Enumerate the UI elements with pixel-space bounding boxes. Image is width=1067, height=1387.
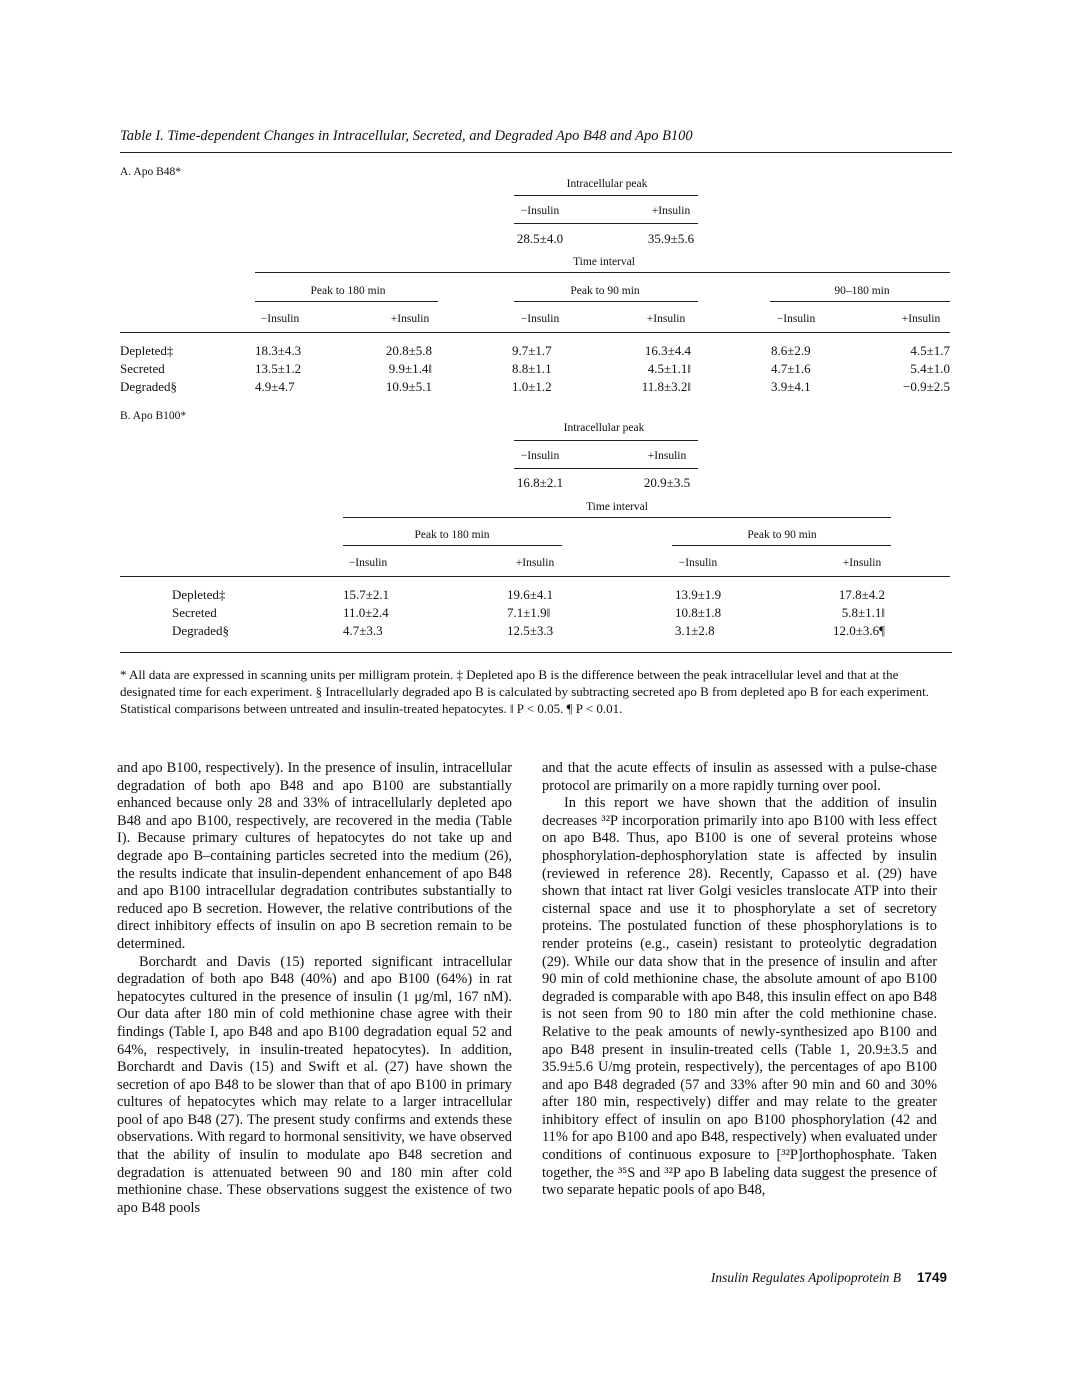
b-row-label: Secreted xyxy=(172,605,217,620)
b-row-label: Depleted‡ xyxy=(172,587,226,602)
caption-rule xyxy=(120,152,952,153)
b-peak-plus-value: 20.9±3.5 xyxy=(643,475,691,490)
b-peak-rule xyxy=(514,440,698,441)
a-cell: 10.9±5.1 xyxy=(385,379,432,394)
b-peak-sub-rule xyxy=(514,468,698,469)
a-group-rule-3 xyxy=(770,301,950,302)
b-cell: 15.7±2.1 xyxy=(343,587,390,602)
a-cell: 4.9±4.7 xyxy=(255,379,295,394)
right-column xyxy=(542,760,937,1200)
a-cell: 4.5±1.7 xyxy=(910,343,950,358)
b-group-rule-1 xyxy=(343,545,562,546)
a-cell: 8.8±1.1 xyxy=(512,361,552,376)
table-footnote: * All data are expressed in scanning units per milligram protein. ‡ Depleted apo B is the difference between the peak intracellular level and that at the designated time for each experiment. § Intracellularly degraded apo B is calculated by subtracting secreted apo B from depleted apo B for each experiment. Statistical comparisons between untreated and insulin-treated hepatocytes. ‖ P < 0.05. ¶ P < 0.01. xyxy=(120,667,929,716)
section-b-label: B. Apo B100* xyxy=(120,410,187,422)
a-cell: 8.6±2.9 xyxy=(771,343,811,358)
b-cell: 12.5±3.3 xyxy=(507,623,554,638)
a-peak-sub-rule xyxy=(514,223,698,224)
b-cell: 10.8±1.8 xyxy=(675,605,722,620)
a-peak-rule xyxy=(514,195,698,196)
b-group-peak-180: Peak to 180 min xyxy=(414,529,490,541)
a-intracellular-peak-heading: Intracellular peak xyxy=(566,178,648,190)
a-cell: 20.8±5.8 xyxy=(385,343,432,358)
b-col-1-header: −Insulin xyxy=(348,557,388,569)
a-cell: 3.9±4.1 xyxy=(771,379,811,394)
a-time-interval-heading: Time interval xyxy=(573,256,635,268)
b-intracellular-peak-heading: Intracellular peak xyxy=(563,422,645,434)
b-peak-minus-value: 16.8±2.1 xyxy=(516,475,564,490)
a-col-3-header: −Insulin xyxy=(520,313,560,325)
a-cell: 18.3±4.3 xyxy=(255,343,302,358)
b-time-interval-heading: Time interval xyxy=(586,501,648,513)
b-header-bottom-rule xyxy=(120,576,950,577)
a-group-rule-2 xyxy=(514,301,698,302)
a-group-rule-1 xyxy=(255,301,438,302)
a-cell: 9.9±1.4‖ xyxy=(388,361,432,376)
a-cell: 16.3±4.4 xyxy=(644,343,691,358)
b-cell: 19.6±4.1 xyxy=(507,587,554,602)
running-footer xyxy=(711,1270,947,1286)
table-caption: Table I. Time-dependent Changes in Intracellular, Secreted, and Degraded Apo B48 and Apo B100 xyxy=(120,128,693,144)
a-row-label: Depleted‡ xyxy=(120,343,174,358)
a-cell: 9.7±1.7 xyxy=(512,343,552,358)
a-row-label: Degraded§ xyxy=(120,379,178,394)
page-number: 1749 xyxy=(916,1270,947,1285)
b-row-label: Degraded§ xyxy=(172,623,230,638)
a-header-bottom-rule xyxy=(120,332,950,333)
a-group-peak-180: Peak to 180 min xyxy=(310,285,386,297)
b-col-3-header: −Insulin xyxy=(678,557,718,569)
a-col-5-header: −Insulin xyxy=(776,313,816,325)
a-peak-plus-value: 35.9±5.6 xyxy=(647,231,695,246)
running-head: Insulin Regulates Apolipoprotein B xyxy=(710,1270,901,1285)
b-peak-minus-insulin: −Insulin xyxy=(520,450,560,462)
a-peak-plus-insulin: +Insulin xyxy=(651,205,691,217)
b-peak-plus-insulin: +Insulin xyxy=(647,450,687,462)
a-cell: −0.9±2.5 xyxy=(903,379,950,394)
b-cell: 4.7±3.3 xyxy=(343,623,383,638)
a-col-6-header: +Insulin xyxy=(901,313,941,325)
b-cell: 3.1±2.8 xyxy=(675,623,715,638)
b-group-peak-90: Peak to 90 min xyxy=(747,529,817,541)
a-cell: 4.7±1.6 xyxy=(771,361,811,376)
a-row-label: Secreted xyxy=(120,361,165,376)
a-cell: 1.0±1.2 xyxy=(512,379,552,394)
a-cell: 5.4±1.0 xyxy=(910,361,950,376)
a-col-2-header: +Insulin xyxy=(390,313,430,325)
b-col-2-header: +Insulin xyxy=(515,557,555,569)
a-time-interval-rule xyxy=(255,272,950,273)
paragraph: Borchardt and Davis (15) reported significant intracellular degradation of both apo B48 (40%) and apo B100 (64%) in rat hepatocytes cultured in the presence of insulin (1 μg/ml, 167 nM). Our data after 180 min of cold methionine chase agree with their findings (Table I, apo B48 and apo B100 degradation equal 52 and 64%, respectively, in insulin-treated hepatocytes). In addition, Borchardt and Davis (15) and Swift et al. (27) have shown the secretion of apo B48 to be slower than that of apo B100 in primary cultures of hepatocytes which may relate to a larger intracellular pool of apo B48 (27). The present study confirms and extends these observations. With regard to hormonal sensitivity, we have observed that the ability of insulin to modulate apo B48 secretion and degradation is attenuated between 90 and 180 min after cold methionine chase. These observations suggest the existence of two apo B48 pools xyxy=(117,953,512,1216)
section-a-label: A. Apo B48* xyxy=(120,166,182,178)
a-peak-minus-value: 28.5±4.0 xyxy=(516,231,564,246)
b-time-interval-rule xyxy=(343,517,891,518)
a-peak-minus-insulin: −Insulin xyxy=(520,205,560,217)
left-column xyxy=(117,760,512,1217)
b-cell: 17.8±4.2 xyxy=(838,587,885,602)
a-cell: 4.5±1.1‖ xyxy=(647,361,691,376)
a-group-peak-90: Peak to 90 min xyxy=(570,285,640,297)
a-cell: 13.5±1.2 xyxy=(255,361,302,376)
b-cell: 7.1±1.9‖ xyxy=(507,605,551,620)
b-col-4-header: +Insulin xyxy=(842,557,882,569)
b-cell: 12.0±3.6¶ xyxy=(832,623,885,638)
paragraph: and apo B100, respectively). In the presence of insulin, intracellular degradation of both apo B48 and apo B100 are substantially enhanced because only 28 and 33% of intracellularly depleted apo B48 and apo B100, respectively, are recovered in the media (Table I). Because primary cultures of hepatocytes do not take up and degrade apo B–containing particles secreted into the medium (26), the results indicate that insulin-dependent enhancement of apo B48 and apo B100 intracellular degradation contributes substantially to reduced apo B secretion. However, the relative contributions of the direct inhibitory effects of insulin on apo B secretion remain to be determined. xyxy=(117,760,512,952)
b-cell: 5.8±1.1‖ xyxy=(841,605,885,620)
a-col-4-header: +Insulin xyxy=(646,313,686,325)
a-col-1-header: −Insulin xyxy=(260,313,300,325)
a-group-90-180: 90–180 min xyxy=(834,285,890,297)
b-group-rule-2 xyxy=(672,545,891,546)
a-cell: 11.8±3.2‖ xyxy=(641,379,691,394)
paragraph: and that the acute effects of insulin as assessed with a pulse-chase protocol are primarily on a more rapidly turning over pool. xyxy=(542,760,937,794)
table-bottom-rule xyxy=(120,652,952,653)
b-cell: 13.9±1.9 xyxy=(675,587,722,602)
b-cell: 11.0±2.4 xyxy=(343,605,389,620)
paragraph: In this report we have shown that the addition of insulin decreases ³²P incorporation primarily into apo B100 with less effect on apo B48. Thus, apo B100 is one of several proteins whose phosphorylation-dephosphorylation state is affected by insulin (reviewed in reference 28). Recently, Capasso et al. (29) have shown that intact rat liver Golgi vesicles translocate ATP into their cisternal space and use it to phosphorylate a set of secretory proteins. The postulated function of these phosphorylations is to render proteins (e.g., casein) resistant to proteolytic degradation (29). While our data show that in the presence of insulin and after 90 min of cold methionine chase, the absolute amount of apo B100 degraded is comparable with apo B48, this insulin effect on apo B48 is not seen from 90 to 180 min after the cold methionine chase. Relative to the peak amounts of newly-synthesized apo B100 and apo B48 present in insulin-treated cells (Table 1, 20.9±3.5 and 35.9±5.6 U/mg protein, respectively), the percentages of apo B100 and apo B48 degraded (57 and 33% after 90 min and 60 and 30% after 180 min, respectively) differ and may relate to the greater inhibitory effect of insulin on apo B100 phosphorylation (42 and 11% for apo B100 and apo B48, respectively) when evaluated under conditions of continuous exposure to [³²P]orthophosphate. Taken together, the ³⁵S and ³²P apo B labeling data suggest the presence of two separate hepatic pools of apo B48, xyxy=(542,795,937,1199)
